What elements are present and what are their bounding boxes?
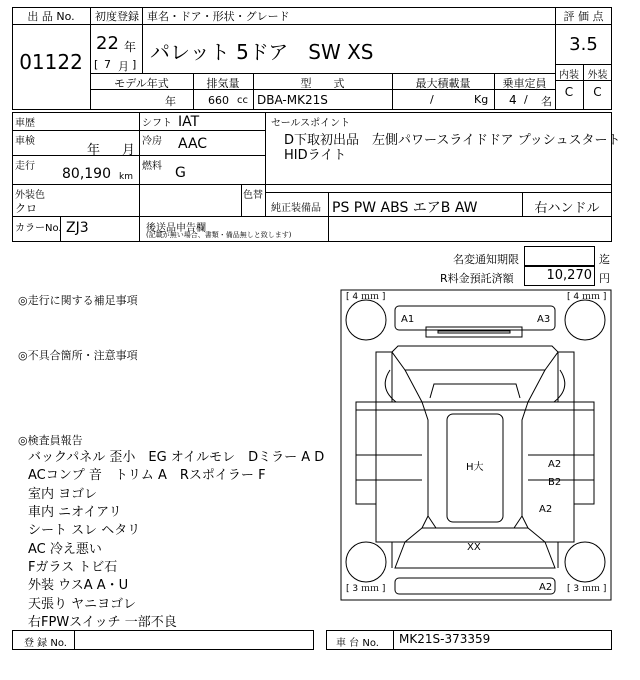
tire-rear-right-depth: [ 3 ｍｍ ] (567, 584, 607, 594)
front-bumper (395, 306, 555, 330)
capacity-label: 乗車定員 (502, 77, 547, 90)
tire-front-left-depth: [ 4 ｍｍ ] (346, 292, 386, 302)
right-rear-fender (558, 504, 574, 568)
right-pillar-line (522, 402, 528, 528)
mileage-label: 走行 (15, 161, 35, 172)
reg-year: 22 (96, 33, 119, 54)
report-line: 天張り ヤニヨゴレ (28, 597, 137, 612)
hood-top (392, 346, 558, 370)
damage-right-front-door-a: A2 (548, 459, 562, 470)
score-label: 評 価 点 (563, 10, 604, 23)
max-load-unit: Kg (474, 93, 489, 106)
exterior-grade-label: 外装 (587, 70, 608, 81)
report-line: AC 冷え悪い (28, 542, 102, 557)
model-year-unit: 年 (165, 95, 176, 108)
exterior-color: クロ (15, 202, 37, 215)
damage-front-bumper-left: A1 (401, 314, 415, 325)
damage-right-rear-door: A2 (539, 504, 553, 515)
max-load-slash: / (430, 93, 434, 106)
sales-point-label: セールスポイント (271, 118, 351, 129)
driving-notes-label: ◎走行に関する補足事項 (18, 294, 138, 307)
damage-front-bumper-right: A3 (537, 314, 551, 325)
right-side-body (574, 402, 594, 504)
tire-rear-left-depth: [ 3 ｍｍ ] (346, 584, 386, 594)
capacity-slash: / (524, 93, 528, 106)
report-line: バックパネル 歪小 EG オイルモレ Dミラー A D (28, 450, 325, 465)
color-change-label: 色替 (243, 190, 263, 201)
model-year-label: モデル年式 (114, 77, 169, 90)
windshield (430, 384, 520, 398)
mileage-unit: km (119, 172, 133, 182)
wheel-front-right (565, 300, 605, 340)
reg-no-label: 登 録 No. (24, 638, 67, 649)
left-fender-arc (385, 370, 396, 402)
documents-note: (記載が無い場合、書類・備品無しと致します) (146, 231, 292, 239)
wheel-rear-right (565, 542, 605, 582)
score-value: 3.5 (569, 34, 598, 55)
fuel-value: G (175, 165, 186, 181)
hood-panel (405, 370, 545, 402)
first-reg-label: 初度登録 (95, 10, 139, 23)
recycle-unit: 円 (599, 272, 610, 285)
name-change-label: 名変通知期限 (453, 253, 519, 266)
history-label: 車歴 (15, 118, 35, 129)
right-fender-arc (554, 370, 565, 402)
damage-roof: H大 (466, 462, 484, 473)
reg-month-close: ] (132, 58, 137, 71)
left-rear-fender (376, 504, 392, 568)
exterior-grade: C (593, 85, 602, 99)
front-grille-bar (438, 331, 510, 333)
displacement-value: 660 (208, 94, 229, 107)
capacity-value: 4 (509, 93, 517, 107)
wheel-rear-left (346, 542, 386, 582)
left-pillar-line (422, 402, 428, 528)
shift-label: シフト (142, 118, 172, 129)
mileage-value: 80,190 (62, 166, 111, 182)
reg-month: 7 (104, 58, 111, 71)
chassis-no-label: 車 台 No. (336, 638, 379, 649)
reg-month-unit: 月 (118, 60, 129, 73)
reg-year-unit: 年 (124, 40, 137, 54)
lot-no-label: 出 品 No. (27, 10, 75, 23)
inspection-label: 車検 (15, 136, 35, 147)
displacement-label: 排気量 (206, 77, 240, 90)
documents-label: 後送品申告欄 (146, 223, 206, 234)
interior-grade-label: 内装 (559, 70, 579, 81)
inspection-month-unit: 月 (122, 143, 136, 158)
shift-value: IAT (178, 114, 200, 130)
rear-bumper (395, 578, 555, 594)
wheel-front-left (346, 300, 386, 340)
equipment-label: 純正装備品 (271, 203, 321, 214)
report-line: Fガラス トビ石 (28, 560, 118, 575)
report-line: 車内 ニオイアリ (28, 505, 122, 520)
interior-grade: C (564, 85, 574, 99)
damage-tailgate: XX (467, 542, 481, 553)
inspection-year-unit: 年 (87, 143, 101, 158)
damage-right-front-door-b: B2 (548, 477, 562, 488)
left-side-body (356, 402, 376, 504)
capacity-unit: 名 (541, 95, 552, 108)
recycle-label: R料金預託済額 (440, 272, 514, 285)
front-grille (426, 327, 522, 337)
report-line: ACコンプ 音 トリム A Rスポイラー F (28, 468, 266, 483)
fuel-label: 燃料 (142, 161, 162, 172)
equipment-value: PS PW ABS エアB AW (332, 200, 478, 216)
damage-rear-bumper: A2 (539, 582, 553, 593)
name-change-unit: 迄 (599, 253, 610, 266)
reg-month-open: [ (94, 58, 99, 71)
displacement-unit: cc (237, 95, 248, 106)
inspector-report-label: ◎検査員報告 (18, 434, 83, 447)
chassis-no: MK21S-373359 (399, 632, 491, 646)
lot-no: 01122 (19, 50, 83, 74)
left-front-fender (376, 352, 392, 402)
report-line: 室内 ヨゴレ (28, 487, 98, 502)
ac-label: 冷房 (142, 136, 162, 147)
defects-label: ◎不具合箇所・注意事項 (18, 349, 138, 362)
model-code: DBA-MK21S (257, 93, 328, 107)
ac-value: AAC (178, 136, 208, 152)
sales-point-line1: D下取初出品 左側パワースライドドア プッシュスタート (284, 133, 621, 148)
car-name: パレット 5ドア SW XS (150, 40, 374, 64)
sales-point-line2: HIDライト (284, 148, 347, 163)
model-code-label: 型 式 (300, 77, 345, 90)
tire-front-right-depth: [ 4 ｍｍ ] (567, 292, 607, 302)
car-name-label: 車名・ドア・形状・グレード (147, 10, 290, 23)
right-front-fender (558, 352, 574, 402)
color-no: ZJ3 (66, 220, 89, 236)
recycle-amount: 10,270 (546, 268, 592, 283)
steering-value: 右ハンドル (534, 201, 600, 216)
exterior-color-label: 外装色 (15, 190, 45, 201)
max-load-label: 最大積載量 (415, 77, 471, 90)
report-line: 右FPWスイッチ 一部不良 (28, 615, 177, 630)
color-no-label: カラーNo. (15, 223, 62, 234)
report-line: シート スレ ヘタリ (28, 523, 141, 538)
report-line: 外装 ウスA A・U (28, 578, 129, 593)
